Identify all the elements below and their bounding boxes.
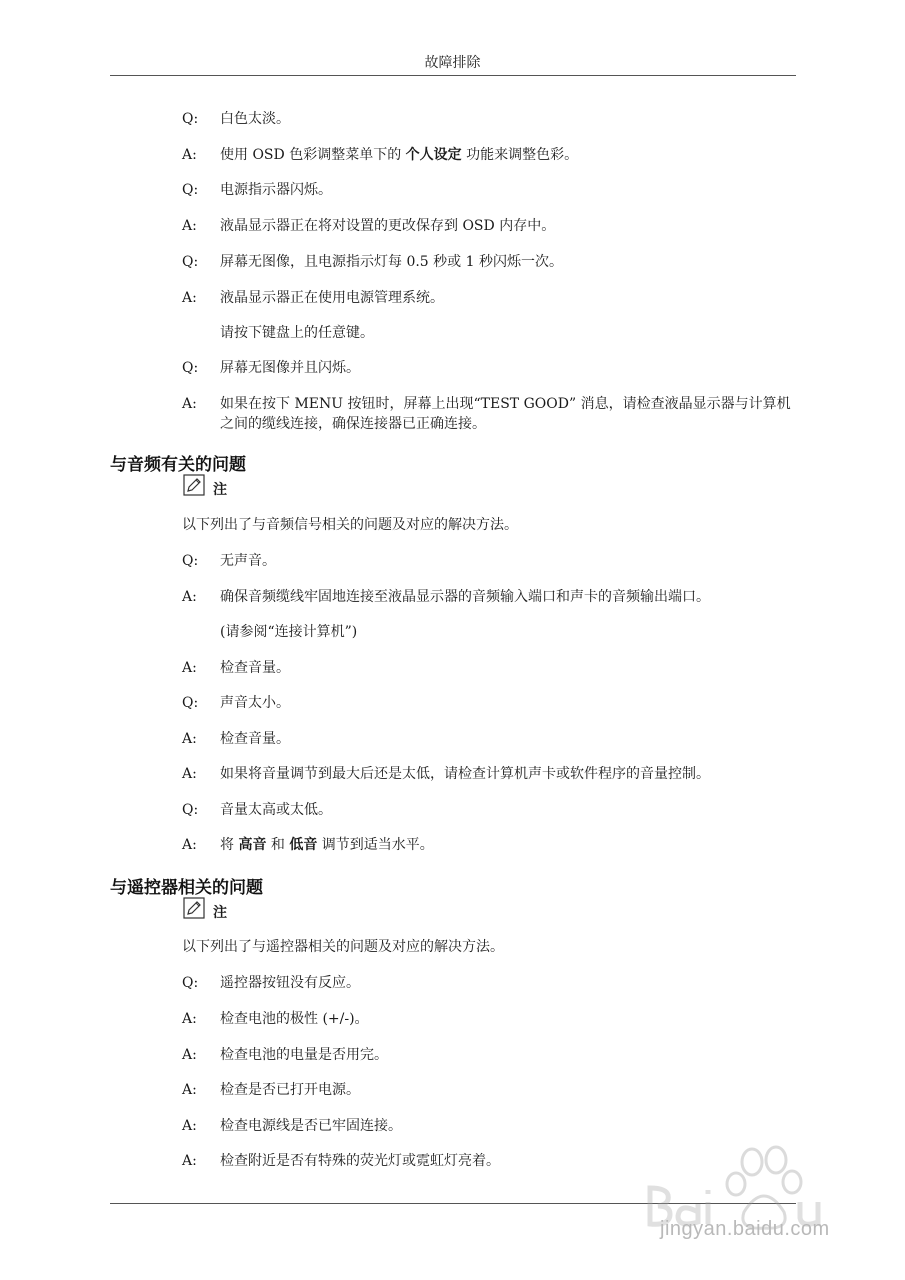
qa-text-emphasis: 个人设定 bbox=[405, 147, 462, 163]
qa-text bbox=[220, 145, 578, 165]
qa-label: Q: bbox=[182, 182, 199, 198]
watermark-text: jingyan.baidu.com bbox=[660, 1218, 830, 1240]
page-header: 故障排除 bbox=[424, 55, 481, 71]
qa-text-emphasis: 高音 bbox=[238, 837, 267, 853]
note-pencil-icon bbox=[183, 897, 205, 919]
qa-label: A: bbox=[182, 660, 197, 676]
header-divider bbox=[110, 75, 796, 76]
qa-label: Q: bbox=[182, 553, 199, 569]
note-label: 注 bbox=[213, 905, 227, 921]
qa-label: A: bbox=[182, 1118, 197, 1134]
qa-label: A: bbox=[182, 1011, 197, 1027]
qa-text: 无声音。 bbox=[220, 553, 276, 569]
qa-label: Q: bbox=[182, 695, 199, 711]
qa-text: 检查是否已打开电源。 bbox=[220, 1082, 360, 1098]
qa-label: A: bbox=[182, 1047, 197, 1063]
qa-text: 音量太高或太低。 bbox=[220, 802, 332, 818]
note-label: 注 bbox=[213, 482, 227, 498]
qa-label: A: bbox=[182, 147, 197, 163]
qa-text bbox=[220, 835, 434, 855]
qa-text: 检查电池的极性 (+/-)。 bbox=[220, 1011, 369, 1027]
qa-text: 检查附近是否有特殊的荧光灯或霓虹灯亮着。 bbox=[220, 1153, 500, 1169]
qa-text: 如果将音量调节到最大后还是太低，请检查计算机声卡或软件程序的音量控制。 bbox=[220, 766, 710, 782]
section-intro: 以下列出了与遥控器相关的问题及对应的解决方法。 bbox=[182, 939, 504, 955]
qa-label: Q: bbox=[182, 360, 199, 376]
qa-label: A: bbox=[182, 766, 197, 782]
qa-text: 遥控器按钮没有反应。 bbox=[220, 975, 360, 991]
qa-label: A: bbox=[182, 1082, 197, 1098]
qa-text: 电源指示器闪烁。 bbox=[220, 182, 332, 198]
qa-text: 白色太淡。 bbox=[220, 111, 290, 127]
qa-text-emphasis: 低音 bbox=[289, 837, 318, 853]
qa-text: 确保音频缆线牢固地连接至液晶显示器的音频输入端口和声卡的音频输出端口。 bbox=[220, 589, 710, 605]
qa-text: 液晶显示器正在将对设置的更改保存到 OSD 内存中。 bbox=[220, 218, 556, 234]
qa-text-part: 使用 OSD 色彩调整菜单下的 bbox=[220, 147, 406, 163]
qa-label: A: bbox=[182, 589, 197, 605]
qa-continuation: (请参阅“连接计算机”) bbox=[220, 624, 358, 640]
qa-label: A: bbox=[182, 396, 197, 412]
note-pencil-icon bbox=[183, 474, 205, 496]
qa-text: 检查电池的电量是否用完。 bbox=[220, 1047, 388, 1063]
qa-label: A: bbox=[182, 218, 197, 234]
qa-text-part: 功能来调整色彩。 bbox=[461, 147, 579, 163]
qa-label: A: bbox=[182, 837, 197, 853]
qa-label: Q: bbox=[182, 254, 199, 270]
qa-text: 检查音量。 bbox=[220, 731, 290, 747]
qa-text: 检查音量。 bbox=[220, 660, 290, 676]
section-intro: 以下列出了与音频信号相关的问题及对应的解决方法。 bbox=[182, 517, 518, 533]
qa-text: 如果在按下 MENU 按钮时，屏幕上出现“TEST GOOD” 消息，请检查液晶显示器与计算机之间的缆线连接，确保连接器已正确连接。 bbox=[220, 396, 791, 432]
qa-label: A: bbox=[182, 1153, 197, 1169]
qa-text: 液晶显示器正在使用电源管理系统。 bbox=[220, 290, 444, 306]
section-title-audio: 与音频有关的问题 bbox=[110, 455, 246, 475]
qa-text-part: 将 bbox=[220, 837, 239, 853]
section-title-remote: 与遥控器相关的问题 bbox=[110, 878, 263, 898]
qa-text-part: 调节到适当水平。 bbox=[317, 837, 434, 853]
qa-text: 检查电源线是否已牢固连接。 bbox=[220, 1118, 402, 1134]
qa-text: 屏幕无图像，且电源指示灯每 0.5 秒或 1 秒闪烁一次。 bbox=[220, 254, 563, 270]
qa-label: A: bbox=[182, 290, 197, 306]
qa-label: Q: bbox=[182, 111, 199, 127]
qa-label: Q: bbox=[182, 802, 199, 818]
qa-text: 声音太小。 bbox=[220, 695, 290, 711]
qa-continuation: 请按下键盘上的任意键。 bbox=[220, 325, 374, 341]
baidu-watermark-logo-icon bbox=[640, 1140, 860, 1270]
qa-text-part: 和 bbox=[266, 837, 290, 853]
qa-text: 屏幕无图像并且闪烁。 bbox=[220, 360, 360, 376]
qa-label: A: bbox=[182, 731, 197, 747]
qa-label: Q: bbox=[182, 975, 199, 991]
